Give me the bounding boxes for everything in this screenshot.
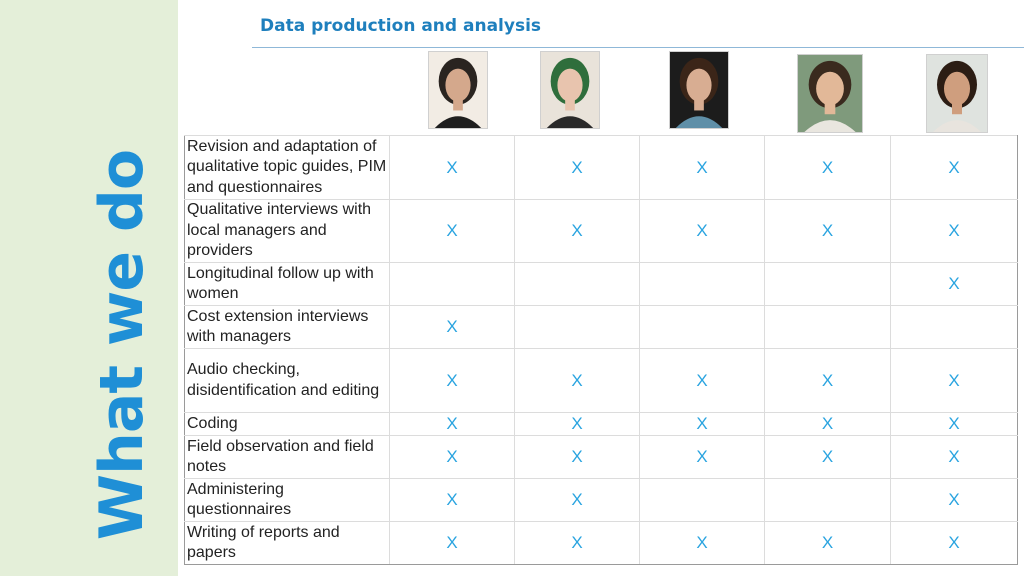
task-mark-cell: X bbox=[891, 136, 1018, 200]
task-mark-cell: X bbox=[765, 136, 891, 200]
task-mark-cell: X bbox=[640, 349, 765, 413]
task-mark-cell: X bbox=[765, 522, 891, 565]
task-label: Qualitative interviews with local managers and providers bbox=[185, 200, 390, 263]
task-mark-cell: X bbox=[891, 522, 1018, 565]
task-label: Administering questionnaires bbox=[185, 479, 390, 522]
team-member-photo-2 bbox=[540, 51, 600, 129]
task-mark-cell bbox=[640, 479, 765, 522]
table-row bbox=[185, 200, 1018, 263]
task-mark-cell: X bbox=[390, 136, 515, 200]
team-member-photo-3 bbox=[669, 51, 729, 129]
task-mark-cell bbox=[390, 263, 515, 306]
task-mark-cell: X bbox=[390, 522, 515, 565]
task-mark-cell: X bbox=[891, 479, 1018, 522]
table-row bbox=[185, 436, 1018, 479]
task-mark-cell: X bbox=[640, 436, 765, 479]
task-mark-cell: X bbox=[765, 413, 891, 436]
task-mark-cell: X bbox=[891, 413, 1018, 436]
task-mark-cell: X bbox=[515, 200, 640, 263]
task-mark-cell: X bbox=[891, 349, 1018, 413]
table-row bbox=[185, 522, 1018, 565]
team-member-photo-4 bbox=[797, 54, 863, 133]
task-mark-cell bbox=[765, 263, 891, 306]
task-mark-cell: X bbox=[390, 479, 515, 522]
task-mark-cell bbox=[891, 306, 1018, 349]
task-mark-cell: X bbox=[891, 200, 1018, 263]
task-mark-cell: X bbox=[891, 436, 1018, 479]
task-label: Cost extension interviews with managers bbox=[185, 306, 390, 349]
task-mark-cell: X bbox=[640, 522, 765, 565]
task-label: Writing of reports and papers bbox=[185, 522, 390, 565]
task-label: Field observation and field notes bbox=[185, 436, 390, 479]
task-mark-cell: X bbox=[390, 306, 515, 349]
task-mark-cell: X bbox=[765, 200, 891, 263]
task-mark-cell: X bbox=[765, 349, 891, 413]
task-mark-cell: X bbox=[640, 413, 765, 436]
task-mark-cell: X bbox=[515, 349, 640, 413]
task-label: Audio checking, disidentification and editing bbox=[185, 349, 390, 413]
task-label: Coding bbox=[185, 413, 390, 436]
task-mark-cell: X bbox=[515, 413, 640, 436]
task-mark-cell: X bbox=[640, 200, 765, 263]
task-mark-cell bbox=[640, 263, 765, 306]
task-mark-cell bbox=[765, 306, 891, 349]
task-mark-cell: X bbox=[515, 136, 640, 200]
task-mark-cell: X bbox=[515, 522, 640, 565]
task-mark-cell: X bbox=[390, 349, 515, 413]
table-row bbox=[185, 479, 1018, 522]
table-row bbox=[185, 136, 1018, 200]
task-mark-cell bbox=[640, 306, 765, 349]
task-matrix bbox=[184, 135, 1018, 565]
page-title: Data production and analysis bbox=[260, 16, 542, 36]
task-mark-cell: X bbox=[390, 436, 515, 479]
task-mark-cell bbox=[515, 263, 640, 306]
title-divider bbox=[252, 47, 1024, 48]
task-mark-cell bbox=[515, 306, 640, 349]
task-mark-cell bbox=[765, 479, 891, 522]
task-label: Revision and adaptation of qualitative topic guides, PIM and questionnaires bbox=[185, 136, 390, 200]
task-mark-cell: X bbox=[515, 479, 640, 522]
task-label: Longitudinal follow up with women bbox=[185, 263, 390, 306]
table-row bbox=[185, 349, 1018, 413]
task-mark-cell: X bbox=[515, 436, 640, 479]
task-mark-cell: X bbox=[640, 136, 765, 200]
task-mark-cell: X bbox=[891, 263, 1018, 306]
team-member-photo-1 bbox=[428, 51, 488, 129]
task-mark-cell: X bbox=[390, 413, 515, 436]
table-row bbox=[185, 263, 1018, 306]
table-row bbox=[185, 306, 1018, 349]
team-member-photo-5 bbox=[926, 54, 988, 133]
side-heading: What we do bbox=[87, 149, 157, 541]
task-mark-cell: X bbox=[390, 200, 515, 263]
table-row bbox=[185, 413, 1018, 436]
task-mark-cell: X bbox=[765, 436, 891, 479]
